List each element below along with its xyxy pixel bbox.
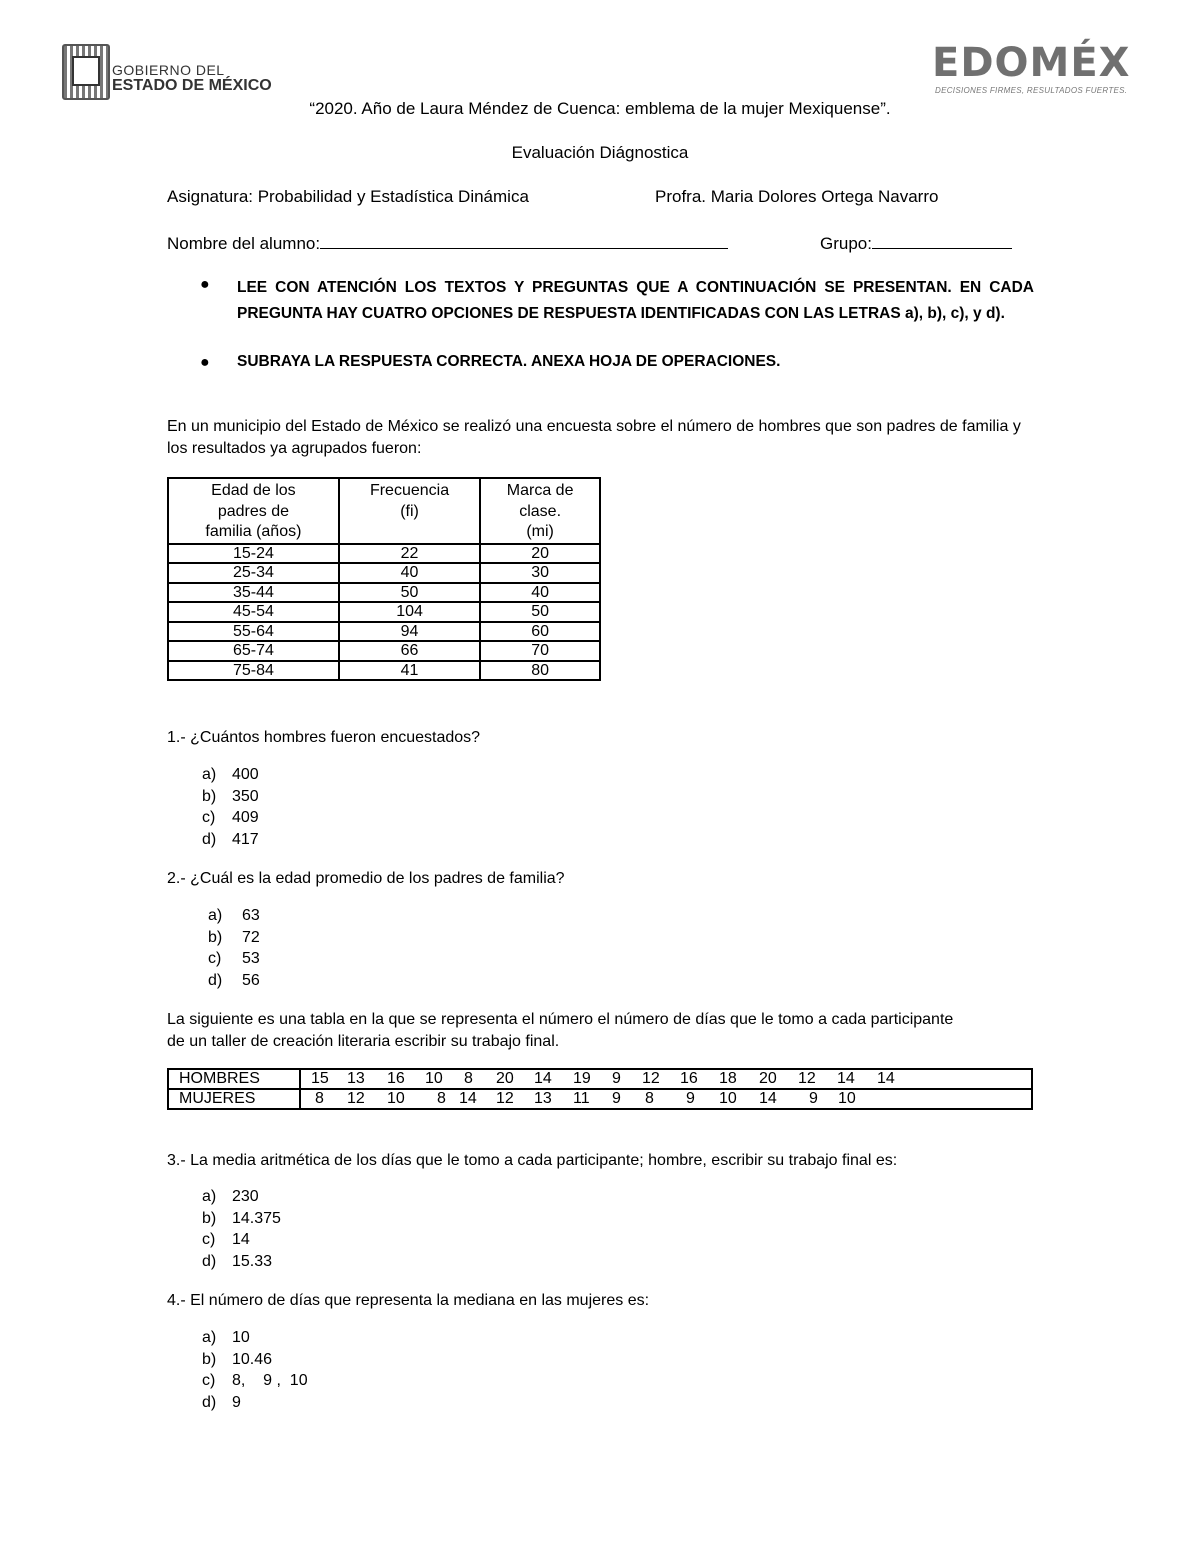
table-row: 35-44 50 40: [168, 583, 600, 603]
student-name-blank[interactable]: [320, 231, 728, 249]
group-blank[interactable]: [872, 231, 1012, 249]
table-row: [168, 1089, 1032, 1109]
table-row: 65-74 66 70: [168, 641, 600, 661]
day-value: 20: [496, 1070, 514, 1087]
bullet-icon: ●: [200, 354, 210, 371]
logo-line-2: ESTADO DE MÉXICO: [112, 77, 272, 94]
student-name-field[interactable]: [167, 231, 728, 254]
frequency-table: [167, 477, 601, 681]
day-value: 9: [612, 1090, 621, 1107]
day-value: 12: [347, 1090, 365, 1107]
days-table: [167, 1068, 1033, 1110]
day-value: 9: [686, 1090, 695, 1107]
header-class-mark: Marca de clase. (mi): [480, 478, 600, 544]
group-field[interactable]: [820, 231, 1012, 254]
government-logo: [62, 44, 277, 98]
question-2-options: [208, 905, 260, 991]
state-seal-icon: [62, 44, 110, 100]
days-intro-paragraph: La siguiente es una tabla en la que se representa el número el número de días que le tomo a cada participante de un taller de creación literaria escribir su trabajo final.: [167, 1011, 954, 1050]
motto: “2020. Año de Laura Méndez de Cuenca: emblema de la mujer Mexiquense”.: [309, 99, 891, 118]
women-values: [300, 1089, 1032, 1109]
day-value: 9: [809, 1090, 818, 1107]
day-value: 11: [573, 1090, 590, 1107]
edomex-wordmark: EDOMÉX: [932, 40, 1131, 86]
answer-option[interactable]: b) 350: [202, 787, 259, 805]
answer-option[interactable]: d) 15.33: [202, 1252, 273, 1270]
day-value: 14: [459, 1090, 477, 1107]
subject-line: Asignatura: Probabilidad y Estadística Dinámica: [167, 187, 529, 206]
table-row: 75-84 41 80: [168, 661, 600, 681]
day-value: 18: [719, 1070, 737, 1087]
day-value: 8: [315, 1090, 324, 1107]
page-title: Evaluación Diágnostica: [511, 143, 689, 162]
logo-line-1: GOBIERNO DEL: [112, 62, 225, 78]
day-value: 19: [573, 1070, 591, 1087]
table-row: 45-54 104 50: [168, 602, 600, 622]
day-value: 13: [534, 1090, 552, 1107]
answer-option[interactable]: d) 9: [202, 1393, 241, 1411]
row-label-women: MUJERES: [168, 1089, 300, 1109]
header-age: Edad de los padres de familia (años): [168, 478, 339, 544]
question-2: 2.- ¿Cuál es la edad promedio de los padres de familia?: [167, 870, 565, 887]
answer-option[interactable]: c) 409: [202, 809, 259, 826]
day-value: 14: [877, 1070, 895, 1087]
header-frequency: Frecuencia (fi): [339, 478, 480, 544]
day-value: 15: [311, 1070, 329, 1087]
day-value: 12: [642, 1070, 660, 1087]
table-header-row: [168, 478, 600, 544]
day-value: 14: [759, 1090, 777, 1107]
instruction-2: SUBRAYA LA RESPUESTA CORRECTA. ANEXA HOJA DE OPERACIONES.: [237, 353, 781, 370]
instruction-1: LEE CON ATENCIÓN LOS TEXTOS Y PREGUNTAS QUE A CONTINUACIÓN SE PRESENTAN. EN CADA PREGUNTA HAY CUATRO OPCIONES DE RESPUESTA IDENTIFICADAS CON LAS LETRAS a), b), c), y d).: [237, 279, 1034, 322]
day-value: 8: [645, 1090, 654, 1107]
answer-option[interactable]: a) 230: [202, 1188, 259, 1205]
row-label-men: HOMBRES: [168, 1069, 300, 1089]
teacher-line: Profra. Maria Dolores Ortega Navarro: [655, 187, 939, 206]
question-4-options: [202, 1327, 308, 1413]
answer-option[interactable]: a) 63: [208, 907, 260, 924]
day-value: 10: [719, 1090, 737, 1107]
edomex-logo: [932, 40, 1142, 98]
bullet-icon: ●: [200, 276, 210, 293]
answer-option[interactable]: d) 417: [202, 830, 259, 848]
answer-option[interactable]: c) 14: [202, 1231, 250, 1248]
day-value: 12: [798, 1070, 816, 1087]
question-4: 4.- El número de días que representa la mediana en las mujeres es:: [167, 1292, 650, 1309]
answer-option[interactable]: b) 72: [208, 928, 260, 946]
day-value: 10: [425, 1070, 443, 1087]
day-value: 13: [347, 1070, 365, 1087]
day-value: 20: [759, 1070, 777, 1087]
day-value: 14: [837, 1070, 855, 1087]
answer-option[interactable]: d) 56: [208, 971, 260, 989]
answer-option[interactable]: a) 400: [202, 766, 259, 783]
question-1: 1.- ¿Cuántos hombres fueron encuestados?: [167, 729, 481, 746]
answer-option[interactable]: b) 10.46: [202, 1350, 273, 1368]
day-value: 16: [387, 1070, 405, 1087]
table-row: 25-34 40 30: [168, 563, 600, 583]
table-row: [168, 1069, 1032, 1089]
student-name-label: Nombre del alumno:: [167, 234, 321, 253]
day-value: 8: [437, 1090, 446, 1107]
answer-option[interactable]: b) 14.375: [202, 1209, 281, 1227]
day-value: 10: [838, 1090, 856, 1107]
day-value: 16: [680, 1070, 698, 1087]
day-value: 12: [496, 1090, 514, 1107]
table-row: 55-64 94 60: [168, 622, 600, 642]
table-row: 15-24 22 20: [168, 544, 600, 564]
group-label: Grupo:: [820, 234, 872, 253]
men-values: [300, 1069, 1032, 1089]
question-3: 3.- La media aritmética de los días que le tomo a cada participante; hombre, escribir su trabajo final es:: [167, 1152, 898, 1169]
day-value: 8: [464, 1070, 473, 1087]
day-value: 14: [534, 1070, 552, 1087]
day-value: 10: [387, 1090, 405, 1107]
day-value: 9: [612, 1070, 621, 1087]
answer-option[interactable]: c) 8, 9 , 10: [202, 1372, 308, 1389]
intro-paragraph: En un municipio del Estado de México se realizó una encuesta sobre el número de hombres que son padres de familia y los resultados ya agrupados fueron:: [167, 418, 1021, 457]
answer-option[interactable]: a) 10: [202, 1329, 250, 1346]
question-3-options: [202, 1186, 281, 1272]
answer-option[interactable]: c) 53: [208, 950, 260, 967]
question-1-options: [202, 764, 259, 850]
edomex-tagline: DECISIONES FIRMES, RESULTADOS FUERTES.: [935, 86, 1128, 95]
